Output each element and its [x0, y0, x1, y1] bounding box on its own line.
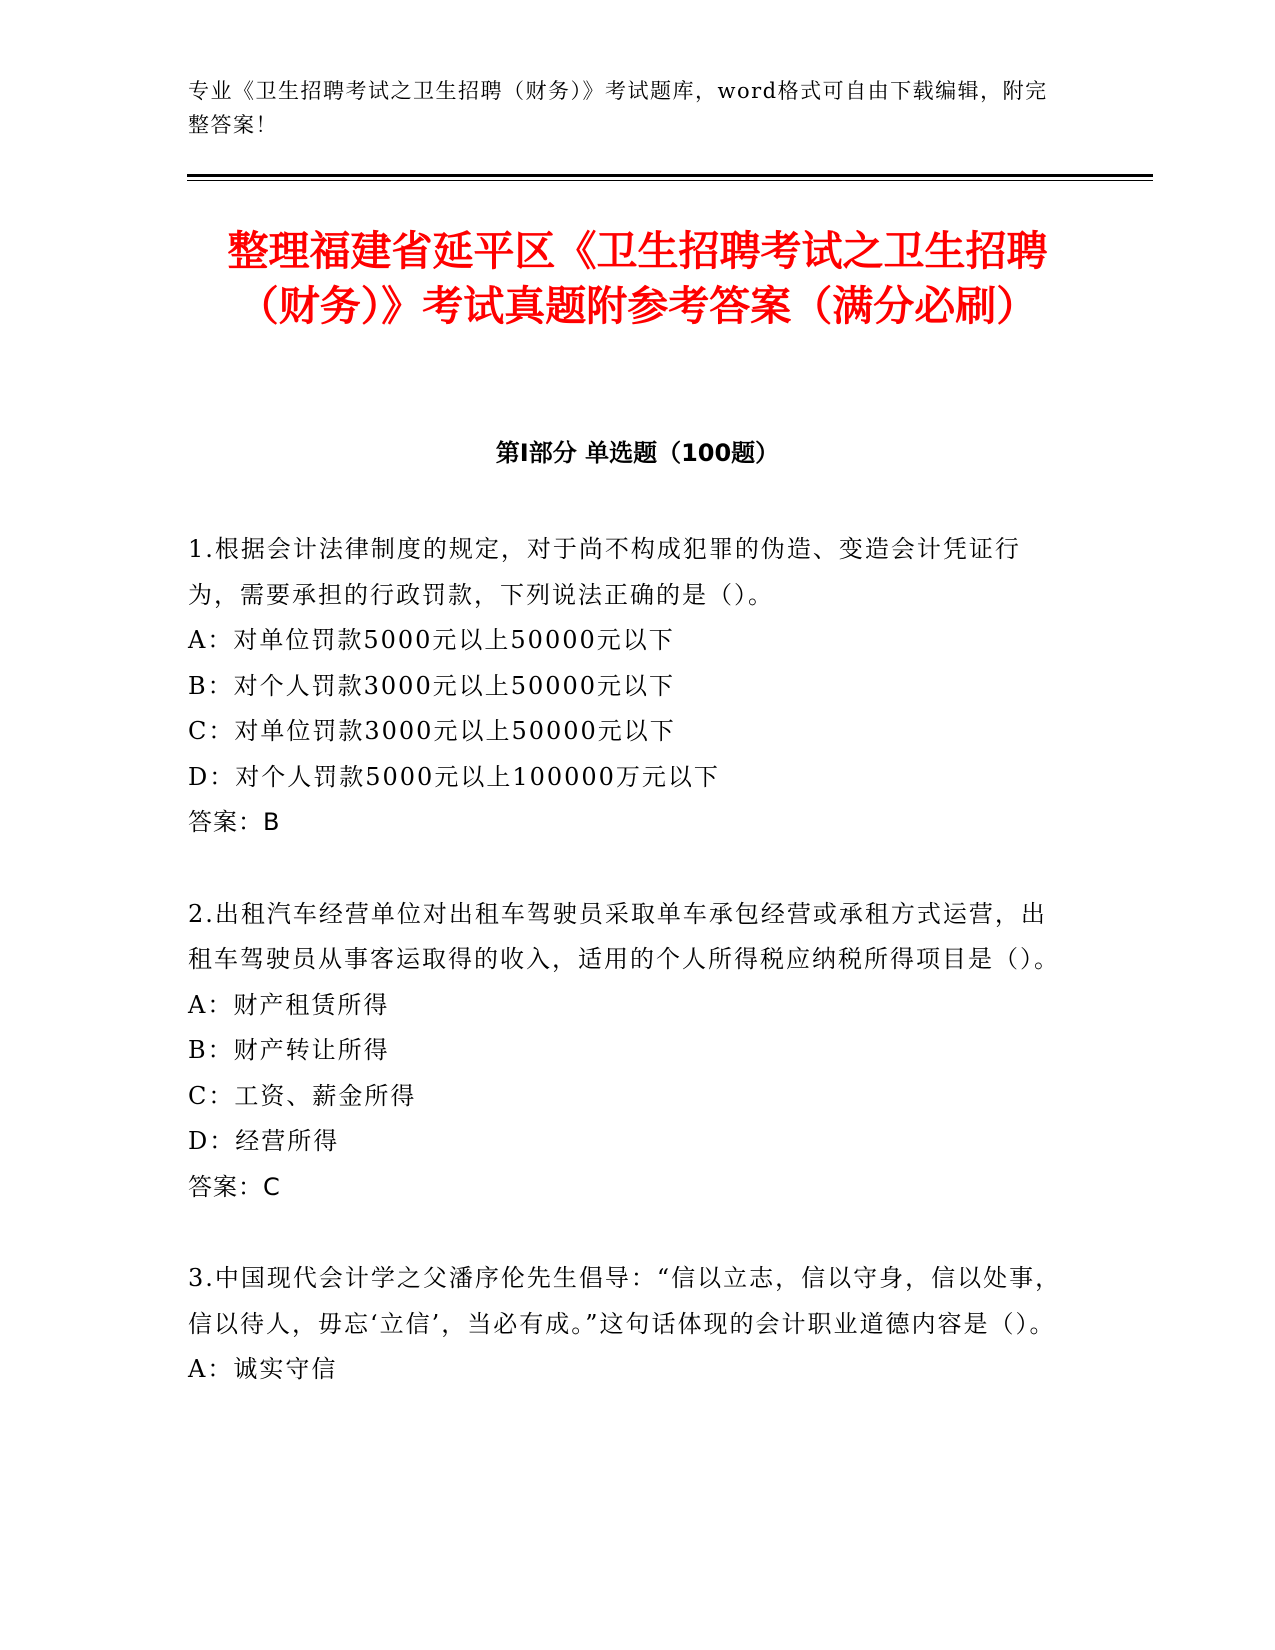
header-divider-thin — [187, 180, 1153, 181]
header-note: 专业《卫生招聘考试之卫生招聘（财务）》考试题库，word格式可自由下载编辑，附完整答案！ — [188, 79, 1048, 137]
option-a: A：财产租赁所得 — [188, 990, 390, 1019]
header-divider-thick — [187, 174, 1153, 177]
option-a: A：诚实守信 — [188, 1355, 338, 1383]
section-title: 第Ⅰ部分 单选题（100题） — [495, 439, 780, 467]
document-title: 整理福建省延平区《卫生招聘考试之卫生招聘（财务）》考试真题附参考答案（满分必刷） — [227, 227, 1048, 330]
option-b: B：对个人罚款3000元以上50000元以下 — [188, 671, 676, 700]
answer: 答案：C — [188, 1172, 281, 1201]
option-c: C：对单位罚款3000元以上50000元以下 — [188, 717, 676, 745]
answer: 答案：B — [188, 808, 281, 836]
question-stem: 2.出租汽车经营单位对出租车驾驶员采取单车承包经营或承租方式运营，出租车驾驶员从事客运取得的收入，适用的个人所得税应纳税所得项目是（）。 — [188, 899, 1060, 973]
option-a: A：对单位罚款5000元以上50000元以下 — [188, 626, 675, 654]
option-d: D：经营所得 — [188, 1127, 340, 1155]
question-1 — [188, 527, 1068, 846]
question-3 — [188, 1256, 1068, 1393]
question-2 — [188, 892, 1068, 1211]
option-c: C：工资、薪金所得 — [188, 1081, 417, 1110]
option-b: B：财产转让所得 — [188, 1036, 390, 1064]
question-list — [188, 527, 1068, 1439]
option-d: D：对个人罚款5000元以上100000万元以下 — [188, 762, 720, 791]
question-stem: 3.中国现代会计学之父潘序伦先生倡导：“信以立志，信以守身，信以处事，信以待人，毋忘‘立信’，当必有成。”这句话体现的会计职业道德内容是（）。 — [188, 1264, 1062, 1338]
question-stem: 1.根据会计法律制度的规定，对于尚不构成犯罪的伪造、变造会计凭证行为，需要承担的行政罚款，下列说法正确的是（）。 — [188, 535, 1021, 609]
